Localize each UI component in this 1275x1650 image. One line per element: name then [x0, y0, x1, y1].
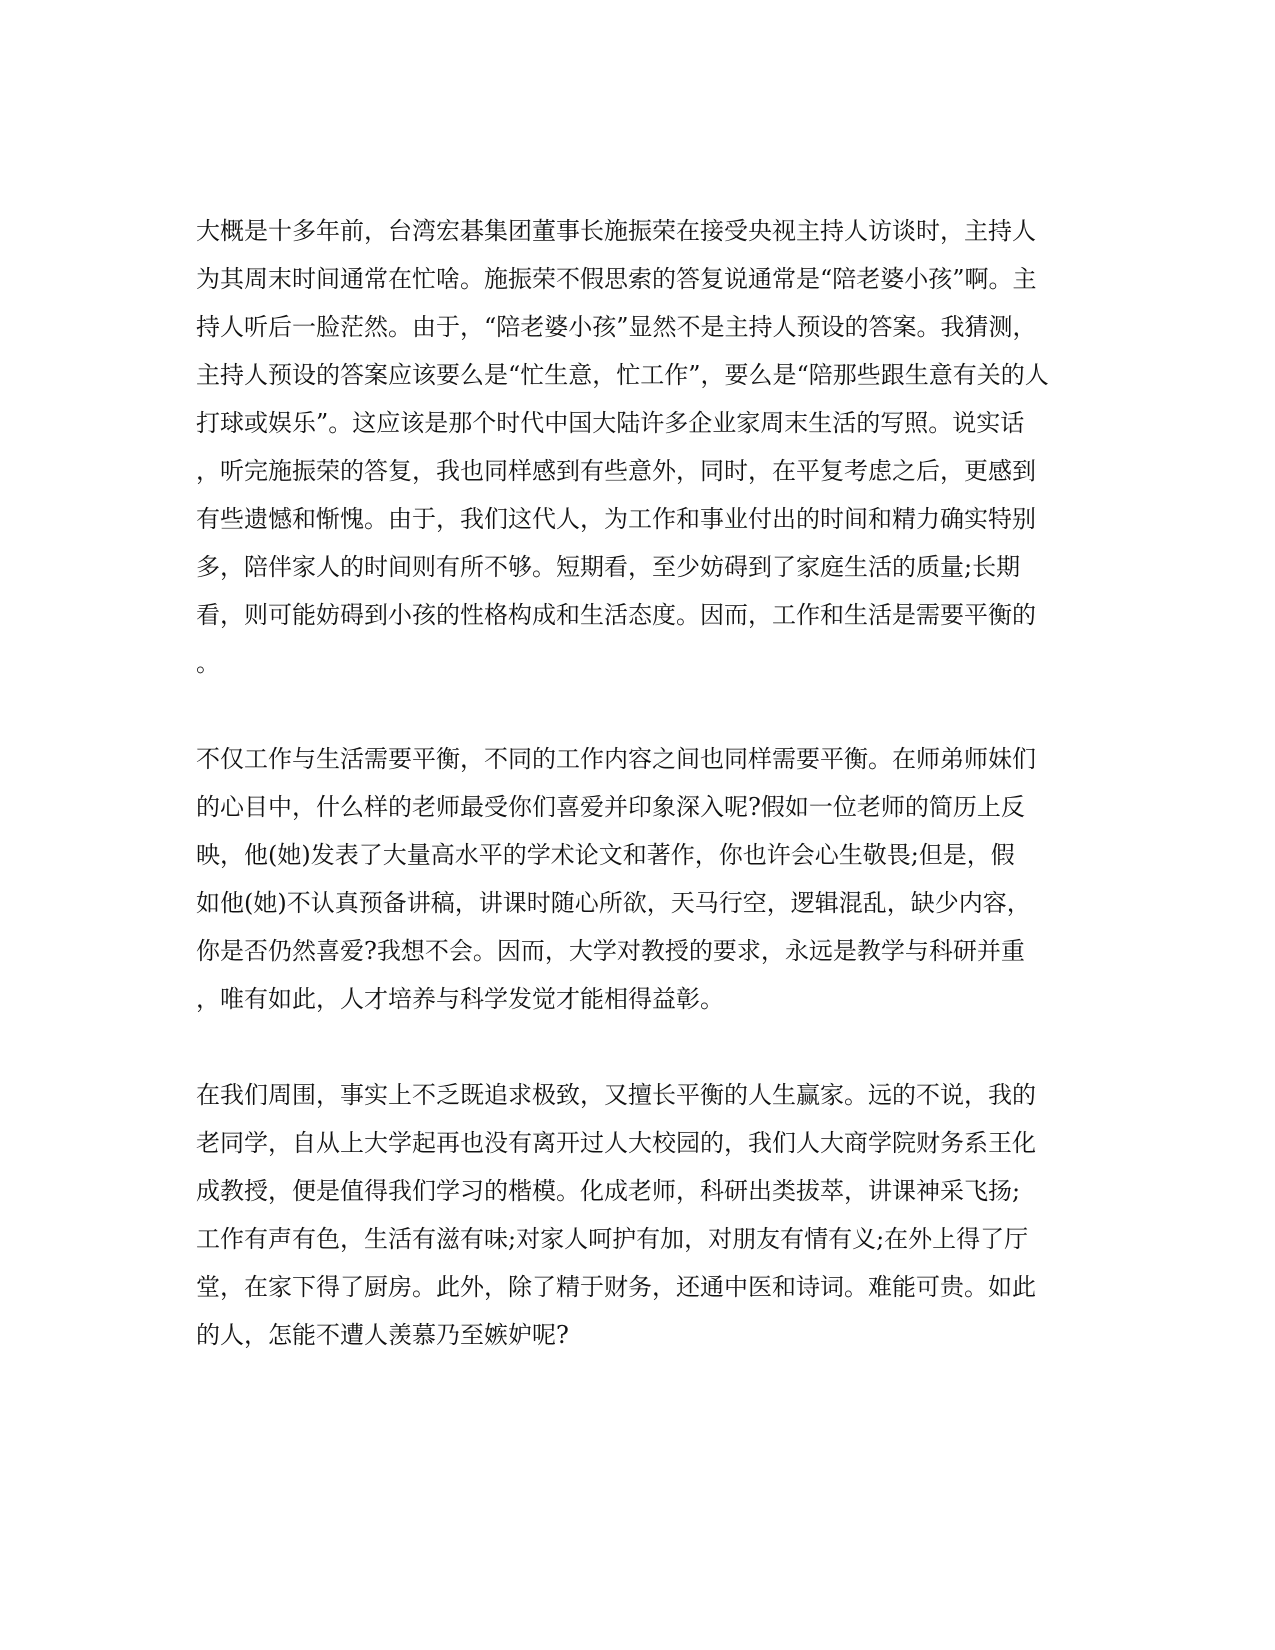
document-body	[196, 207, 1096, 1407]
text-line: 大概是十多年前，台湾宏碁集团董事长施振荣在接受央视主持人访谈时，主持人	[196, 217, 1036, 245]
text-line: 映，他(她)发表了大量高水平的学术论文和著作，你也许会心生敬畏;但是，假	[196, 841, 1015, 869]
text-line: 的人，怎能不遭人羡慕乃至嫉妒呢?	[196, 1321, 569, 1349]
text-line: 。	[196, 649, 220, 677]
text-line: ，听完施振荣的答复，我也同样感到有些意外，同时，在平复考虑之后，更感到	[196, 457, 1036, 485]
text-line: ，唯有如此，人才培养与科学发觉才能相得益彰。	[196, 985, 724, 1013]
text-line: 在我们周围，事实上不乏既追求极致，又擅长平衡的人生赢家。远的不说，我的	[196, 1081, 1036, 1109]
text-line: 成教授，便是值得我们学习的楷模。化成老师，科研出类拔萃，讲课神采飞扬;	[196, 1177, 1021, 1205]
text-line: 主持人预设的答案应该要么是“忙生意，忙工作”，要么是“陪那些跟生意有关的人	[196, 361, 1049, 389]
text-line: 如他(她)不认真预备讲稿，讲课时随心所欲，天马行空，逻辑混乱，缺少内容，	[196, 889, 1031, 917]
text-line: 多，陪伴家人的时间则有所不够。短期看，至少妨碍到了家庭生活的质量;长期	[196, 553, 1021, 581]
text-line: 工作有声有色，生活有滋有味;对家人呵护有加，对朋友有情有义;在外上得了厅	[196, 1225, 1029, 1253]
text-line: 打球或娱乐”。这应该是那个时代中国大陆许多企业家周末生活的写照。说实话	[196, 409, 1025, 437]
text-line: 持人听后一脸茫然。由于，“陪老婆小孩”显然不是主持人预设的答案。我猜测，	[196, 313, 1037, 341]
text-line: 你是否仍然喜爱?我想不会。因而，大学对教授的要求，永远是教学与科研并重	[196, 937, 1025, 965]
paragraph-3	[196, 1071, 1096, 1359]
text-line: 的心目中，什么样的老师最受你们喜爱并印象深入呢?假如一位老师的简历上反	[196, 793, 1025, 821]
text-line: 老同学，自从上大学起再也没有离开过人大校园的，我们人大商学院财务系王化	[196, 1129, 1036, 1157]
paragraph-2	[196, 735, 1096, 1023]
text-line: 为其周末时间通常在忙啥。施振荣不假思索的答复说通常是“陪老婆小孩”啊。主	[196, 265, 1037, 293]
text-line: 看，则可能妨碍到小孩的性格构成和生活态度。因而，工作和生活是需要平衡的	[196, 601, 1036, 629]
text-line: 有些遗憾和惭愧。由于，我们这代人，为工作和事业付出的时间和精力确实特别	[196, 505, 1036, 533]
text-line: 堂，在家下得了厨房。此外，除了精于财务，还通中医和诗词。难能可贵。如此	[196, 1273, 1036, 1301]
paragraph-1	[196, 207, 1096, 687]
text-line: 不仅工作与生活需要平衡，不同的工作内容之间也同样需要平衡。在师弟师妹们	[196, 745, 1036, 773]
